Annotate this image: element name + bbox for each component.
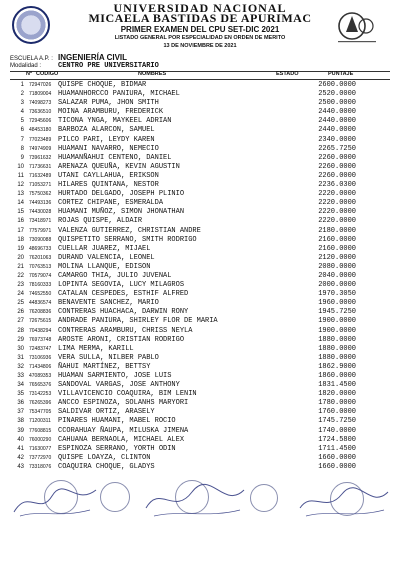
row-name: HUAMANÑAHUI CENTENO, DANIEL [58, 153, 172, 162]
table-row [0, 245, 400, 254]
row-code: 76973748 [29, 336, 52, 343]
row-name: MOLINA LLANQUE, EDISON [58, 262, 151, 271]
table-row [0, 208, 400, 217]
stamp-seal-center-left [100, 482, 130, 512]
table-row [0, 163, 400, 172]
row-number: 31 [17, 354, 24, 361]
table-row [0, 172, 400, 181]
row-name: SANDOVAL VARGAS, JOSE ANTHONY [58, 381, 180, 390]
row-score: 1970.3050 [318, 290, 356, 299]
row-name: SALAZAR PUMA, JHON SMITH [58, 99, 159, 108]
table-row [0, 363, 400, 372]
row-code: 76201063 [29, 254, 52, 261]
row-code: 72675615 [29, 318, 52, 325]
row-code: 71632489 [29, 172, 52, 179]
row-number: 34 [17, 382, 24, 389]
row-number: 10 [17, 163, 24, 170]
row-name: CCORAHUAY ÑAUPA, MILUSKA JIMENA [58, 426, 189, 435]
row-score: 2220.0000 [318, 217, 356, 226]
row-score: 1724.5800 [318, 435, 356, 444]
row-number: 5 [20, 118, 24, 125]
row-code: 76565376 [29, 382, 52, 389]
row-code: 70763513 [29, 263, 52, 270]
row-code: 71200311 [29, 418, 51, 425]
row-name: QUISPETITO SERRANO, SMITH RODRIGO [58, 235, 197, 244]
row-number: 22 [17, 272, 24, 279]
row-score: 2040.0000 [318, 271, 356, 280]
row-name: HURTADO DELGADO, JOSEPH PLINIO [58, 190, 185, 199]
row-name: ESPINOZA SERRANO, YORTH ODIN [58, 444, 176, 453]
row-code: 73636510 [29, 109, 52, 116]
row-code: 48453180 [29, 127, 52, 134]
table-row [0, 108, 400, 117]
col-names: NOMBRES [138, 71, 167, 77]
row-code: 74430028 [29, 209, 52, 216]
row-code: 71630077 [29, 445, 52, 452]
table-row [0, 345, 400, 354]
table-row [0, 454, 400, 463]
table-row [0, 445, 400, 454]
row-score: 2000.0000 [318, 281, 356, 290]
modality-label: Modalidad : [10, 63, 42, 69]
row-number: 39 [17, 427, 24, 434]
row-number: 8 [20, 145, 24, 152]
row-name: ROJAS QUISPE, ALDAIR [58, 217, 143, 226]
row-name: LOPINTA SEGOVIA, LUCY MILAGROS [58, 281, 185, 290]
row-code: 77608815 [29, 427, 52, 434]
row-score: 1900.0000 [318, 317, 356, 326]
col-score: PUNTAJE [328, 71, 354, 77]
row-score: 1945.7250 [318, 308, 356, 317]
table-row [0, 408, 400, 417]
table-row [0, 372, 400, 381]
table-row [0, 299, 400, 308]
row-score: 2260.0000 [318, 162, 356, 171]
table-row [0, 390, 400, 399]
row-code: 77579971 [29, 227, 52, 234]
modality-value: CENTRO PRE UNIVERSITARIO [58, 62, 159, 70]
row-score: 2520.0000 [318, 90, 356, 99]
row-name: ARENAZA QUEUÑA, KEVIN AGUSTIN [58, 162, 180, 171]
table-row [0, 399, 400, 408]
row-name: CORTEZ CHIPANE, ESMERALDA [58, 199, 164, 208]
row-code: 75750362 [29, 191, 52, 198]
header-rule-bottom [10, 79, 390, 80]
modality-row [10, 62, 159, 70]
signatures-footer [0, 478, 400, 566]
row-score: 1880.0000 [318, 344, 356, 353]
row-code: 73418971 [29, 218, 52, 225]
table-row [0, 136, 400, 145]
table-row [0, 254, 400, 263]
row-score: 2160.0000 [318, 244, 356, 253]
row-name: CAMARGO THIA, JULIO JUVENAL [58, 271, 172, 280]
signature-left [10, 482, 100, 522]
table-row [0, 263, 400, 272]
row-code: 70438294 [29, 327, 52, 334]
university-title: UNIVERSIDAD NACIONAL [113, 1, 287, 15]
table-row [0, 427, 400, 436]
row-name: QUISPE CHOQUE, BIDMAR [58, 81, 147, 89]
row-name: HUAMANI NAVARRO, NEMECIO [58, 144, 159, 153]
row-name: LIMA MERMA, KARILL [58, 344, 134, 353]
row-code: 74098273 [29, 100, 52, 107]
row-number: 15 [17, 209, 24, 216]
row-code: 72945606 [29, 118, 52, 125]
university-name: MICAELA BASTIDAS DE APURIMAC [88, 11, 312, 25]
row-name: ANCCO ESPINOZA, SOLANHS MARYORI [58, 399, 189, 408]
table-row [0, 117, 400, 126]
row-number: 16 [17, 218, 24, 225]
row-code: 74493136 [29, 200, 52, 207]
row-score: 2120.0000 [318, 253, 356, 262]
row-number: 7 [20, 136, 24, 143]
table-row [0, 99, 400, 108]
row-score: 1862.9000 [318, 362, 356, 371]
row-code: 73318076 [29, 463, 52, 470]
row-code: 72483747 [29, 345, 52, 352]
row-code: 73090088 [29, 236, 52, 243]
row-name: VERA SULLA, NILBER PABLO [58, 353, 159, 362]
table-row [0, 436, 400, 445]
row-score: 1745.7250 [318, 417, 356, 426]
row-code: 74974909 [29, 145, 52, 152]
row-code: 78160333 [29, 282, 52, 289]
row-score: 2260.0000 [318, 153, 356, 162]
row-number: 28 [17, 327, 24, 334]
school-row [10, 53, 127, 62]
table-row [0, 463, 400, 472]
row-code: 47089353 [29, 373, 52, 379]
row-number: 21 [17, 263, 24, 270]
row-score: 2080.0000 [318, 262, 356, 271]
row-number: 24 [17, 291, 24, 298]
table-row [0, 217, 400, 226]
row-number: 19 [17, 245, 24, 252]
exam-title: PRIMER EXAMEN DEL CPU SET-DIC 2021 [120, 25, 280, 34]
row-code: 75347705 [29, 409, 52, 416]
row-name: PILCO PARI, LEYDY KAREN [58, 135, 155, 144]
results-table [0, 81, 400, 472]
table-row [0, 281, 400, 290]
row-number: 38 [17, 418, 24, 425]
row-name: SALDIVAR ORTIZ, ARASELY [58, 408, 155, 417]
row-score: 2340.0000 [318, 135, 356, 144]
table-row [0, 227, 400, 236]
row-score: 2180.0000 [318, 226, 356, 235]
row-name: HILARES QUINTANA, NESTOR [58, 181, 159, 190]
row-name: UTANI CAYLLAHUA, ERIKSON [58, 171, 159, 180]
row-score: 2440.0000 [318, 117, 356, 126]
table-row [0, 317, 400, 326]
row-code: 70579074 [29, 272, 52, 279]
row-code: 76265396 [29, 400, 52, 407]
row-code: 72947026 [29, 82, 52, 88]
table-row [0, 354, 400, 363]
row-number: 6 [20, 127, 24, 134]
row-code: 71736631 [29, 163, 52, 170]
col-status: ESTADO [276, 71, 299, 77]
row-name: HUAMANHORCCO PANIURA, MICHAEL [58, 90, 180, 99]
table-row [0, 236, 400, 245]
row-code: 44836574 [29, 300, 52, 307]
table-row [0, 81, 400, 90]
row-code: 73106936 [29, 354, 52, 361]
list-title: LISTADO GENERAL POR ESPECIALIDAD EN ORDEN DE MERITO [114, 35, 286, 41]
table-row [0, 90, 400, 99]
table-row [0, 154, 400, 163]
row-name: CUELLAR JUAREZ, MIJAEL [58, 244, 151, 253]
row-score: 2220.0000 [318, 199, 356, 208]
row-score: 2220.0000 [318, 208, 356, 217]
row-score: 1660.0000 [318, 462, 356, 471]
table-row [0, 126, 400, 135]
row-code: 74652550 [29, 291, 52, 298]
table-row [0, 181, 400, 190]
row-score: 1831.4500 [318, 381, 356, 390]
row-name: MOINA ARAMBURU, FREDERICK [58, 108, 164, 117]
row-score: 2440.0000 [318, 108, 356, 117]
row-name: AROSTE ARONI, CRISTIAN RODRIGO [58, 335, 185, 344]
row-code: 71053271 [29, 182, 52, 189]
row-score: 2500.0000 [318, 99, 356, 108]
signature-right [296, 482, 392, 522]
row-number: 18 [17, 236, 24, 243]
row-name: COAQUIRA CHOQUE, GLADYS [58, 462, 155, 471]
table-row [0, 145, 400, 154]
row-number: 40 [17, 436, 24, 443]
row-name: DURAND VALENCIA, LEONEL [58, 253, 155, 262]
row-number: 42 [17, 454, 24, 461]
row-score: 1740.0000 [318, 426, 356, 435]
row-name: CAHUANA BERNAOLA, MICHAEL ALEX [58, 435, 185, 444]
row-number: 4 [20, 109, 24, 116]
row-number: 2 [20, 91, 24, 98]
row-number: 43 [17, 463, 24, 470]
row-number: 32 [17, 363, 24, 370]
row-name: TICONA YNGA, MAYKEEL ADRIAN [58, 117, 172, 126]
table-row [0, 327, 400, 336]
row-name: BARBOZA ALARCON, SAMUEL [58, 126, 155, 135]
row-number: 29 [17, 336, 24, 343]
row-code: 76208836 [29, 309, 52, 316]
row-number: 23 [17, 282, 24, 289]
row-score: 1860.0000 [318, 372, 356, 380]
table-row [0, 290, 400, 299]
exam-date: 13 DE NOVIEMBRE DE 2021 [163, 43, 237, 49]
row-score: 1711.4500 [318, 444, 356, 453]
row-name: QUISPE LOAYZA, CLINTON [58, 453, 151, 462]
row-score: 1780.0000 [318, 399, 356, 408]
row-name: CONTRERAS HUACHACA, DARWIN RONY [58, 308, 189, 317]
signature-center [140, 480, 250, 522]
row-name: PINARES HUAMANI, MABEL ROCIO [58, 417, 176, 426]
row-number: 17 [17, 227, 24, 234]
table-row [0, 199, 400, 208]
row-number: 3 [20, 100, 24, 107]
row-name: HUAMANI MUÑOZ, SIMON JHONATHAN [58, 208, 185, 217]
row-score: 1900.0000 [318, 326, 356, 335]
row-name: VALENZA GUTIERREZ, CHRISTIAN ANDRE [58, 226, 201, 235]
row-number: 9 [20, 154, 24, 161]
row-score: 1960.0000 [318, 299, 356, 308]
row-score: 2600.0000 [318, 81, 356, 89]
row-number: 13 [17, 191, 24, 198]
row-code: 73961632 [29, 154, 52, 161]
row-number: 37 [17, 409, 24, 416]
school-label: ESCUELA A.P. : [10, 56, 53, 62]
row-score: 1660.0000 [318, 453, 356, 462]
row-score: 2236.0300 [318, 181, 356, 190]
row-score: 1880.0000 [318, 335, 356, 344]
row-number: 12 [17, 182, 24, 189]
table-row [0, 417, 400, 426]
row-number: 41 [17, 445, 24, 452]
row-score: 1880.0000 [318, 353, 356, 362]
row-code: 73772970 [29, 454, 52, 461]
row-code: 48696733 [29, 245, 52, 252]
row-score: 2260.0000 [318, 171, 356, 180]
row-score: 2440.0000 [318, 126, 356, 135]
row-name: CONTRERAS ARAMBURU, CHRISS NEYLA [58, 326, 193, 335]
row-number: 1 [20, 82, 24, 88]
row-name: VILLAVICENCIO COAQUIRA, BIM LENIN [58, 390, 197, 399]
row-name: HUAMAN SARMIENTO, JOSE LUIS [58, 372, 172, 380]
row-score: 2160.0000 [318, 235, 356, 244]
row-name: ANDRADE PANIURA, SHIRLEY FLOR DE MARIA [58, 317, 218, 326]
row-code: 77023489 [29, 136, 52, 143]
row-number: 20 [17, 254, 24, 261]
col-num: Nº [26, 71, 32, 77]
row-number: 35 [17, 391, 24, 398]
row-score: 2220.0000 [318, 190, 356, 199]
row-score: 1820.0000 [318, 390, 356, 399]
row-number: 36 [17, 400, 24, 407]
row-number: 11 [17, 172, 24, 179]
row-code: 73142253 [29, 391, 52, 398]
row-name: CATALAN CESPEDES, ESTHIF ALFRED [58, 290, 189, 299]
row-number: 26 [17, 309, 24, 316]
row-number: 33 [17, 373, 24, 379]
row-score: 2265.7250 [318, 144, 356, 153]
table-row [0, 336, 400, 345]
row-code: 76000290 [29, 436, 52, 443]
row-code: 71809004 [29, 91, 52, 98]
row-number: 14 [17, 200, 24, 207]
row-number: 25 [17, 300, 24, 307]
row-name: BENAVENTE SANCHEZ, MARIO [58, 299, 159, 308]
row-name: ÑAHUI MARTÍNEZ, BETTSY [58, 362, 151, 371]
row-number: 27 [17, 318, 24, 325]
table-row [0, 190, 400, 199]
stamp-seal-center-right [250, 484, 278, 512]
col-code: CODIGO [36, 71, 59, 77]
table-row [0, 272, 400, 281]
row-number: 30 [17, 345, 24, 352]
document-header [0, 0, 400, 50]
table-row [0, 381, 400, 390]
table-row [0, 308, 400, 317]
row-score: 1760.0000 [318, 408, 356, 417]
school-value: INGENIERÍA CIVIL [58, 53, 128, 62]
row-code: 71434806 [29, 363, 52, 370]
